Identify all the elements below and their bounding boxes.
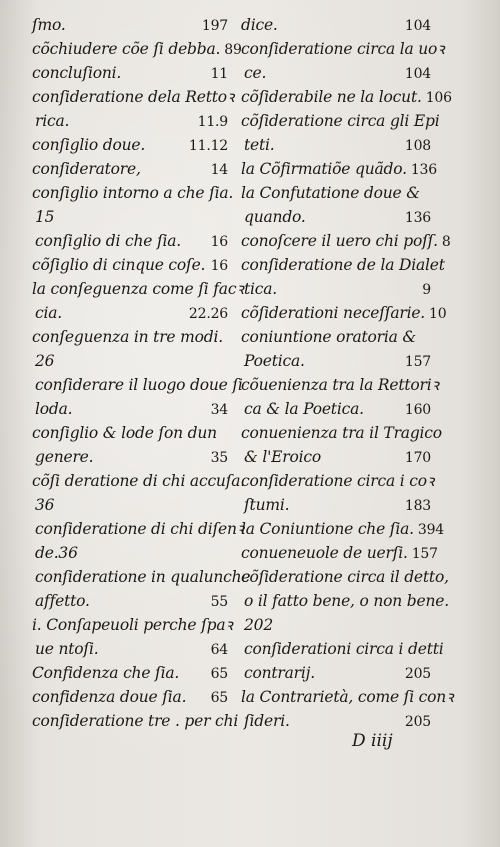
index-entry — [241, 494, 431, 518]
index-entry-page-number: 157 — [404, 354, 431, 370]
index-entry-text: ca & la Poetica. — [244, 400, 364, 419]
index-entry-page-number: 35 — [210, 450, 228, 466]
index-entry-page-number: 205 — [404, 666, 431, 682]
index-entry-page-number: 55 — [210, 594, 228, 610]
index-entry — [32, 446, 228, 470]
index-entry-text: genere. — [35, 448, 94, 467]
index-entry — [241, 446, 431, 470]
index-entry — [32, 590, 228, 614]
index-entry-text: conoſcere il uero chi poſſ. — [241, 232, 438, 251]
index-entry — [32, 230, 228, 254]
index-entry-text: & l'Eroico — [244, 448, 321, 467]
index-entry-text: conſiderationi circa i detti — [244, 640, 444, 659]
index-entry-page-number: 8 — [441, 234, 451, 250]
index-entry — [32, 158, 228, 182]
index-entry-page-number: 34 — [210, 402, 228, 418]
index-entry — [32, 542, 228, 566]
index-entry — [32, 422, 228, 446]
index-entry-text: la Contrarietà, come ſi conꝛ — [241, 688, 454, 707]
index-entry — [32, 614, 233, 638]
index-entry — [32, 254, 228, 278]
index-entry-text: quando. — [244, 208, 306, 227]
index-entry — [241, 206, 431, 230]
index-entry-text: conſideratione in qualunche — [35, 568, 251, 587]
index-entry — [32, 470, 246, 494]
index-entry-text: la conſeguenza come ſi facꝛ — [32, 280, 244, 299]
index-entry — [32, 686, 228, 710]
index-entry-text: ſideri. — [244, 712, 290, 731]
index-entry — [241, 710, 431, 734]
index-entry-page-number: 64 — [210, 642, 228, 658]
index-entry — [241, 134, 431, 158]
index-entry-text: 202 — [244, 616, 273, 635]
index-entry-page-number: 16 — [210, 258, 228, 274]
index-entry — [32, 518, 244, 542]
index-entry — [241, 110, 440, 134]
index-entry-text: affetto. — [35, 592, 90, 611]
index-entry-text: confidenza doue ſia. — [32, 688, 187, 707]
index-entry — [241, 542, 438, 566]
index-entry-text: cõſideratione circa gli Epi — [241, 112, 440, 131]
index-entry-text: o il fatto bene, o non bene. — [244, 592, 449, 611]
index-entry-text: la Coniuntione che ſia. — [241, 520, 414, 539]
index-entry — [241, 638, 444, 662]
index-entry-text: rica. — [35, 112, 70, 131]
index-entry-text: la Confutatione doue & — [241, 184, 420, 203]
index-entry — [32, 662, 228, 686]
index-entry — [32, 62, 228, 86]
index-entry-text: cõſi deratione di chi accuſa. — [32, 472, 246, 491]
index-entry — [32, 566, 251, 590]
index-entry-text: cia. — [35, 304, 63, 323]
index-entry-text: la Cõfirmatiõe quãdo. — [241, 160, 407, 179]
index-entry-text: teti. — [244, 136, 275, 155]
index-entry-text: cõchiudere cõe ſi debba. — [32, 40, 221, 59]
index-entry-page-number: 11.9 — [197, 114, 228, 130]
index-entry — [32, 350, 228, 374]
index-entry — [32, 278, 244, 302]
index-column-right — [241, 14, 454, 734]
index-entry-text: ſmo. — [32, 16, 66, 35]
index-entry-text: ce. — [244, 64, 267, 83]
index-entry-text: cõſiderabile ne la locut. — [241, 88, 422, 107]
index-entry — [241, 686, 454, 710]
index-entry-page-number: 11.12 — [188, 138, 228, 154]
index-entry-text: contrarij. — [244, 664, 315, 683]
index-entry-text: dice. — [241, 16, 278, 35]
index-entry-text: conſideratione de la Dialet — [241, 256, 445, 275]
index-entry-text: 36 — [35, 496, 55, 515]
index-entry-text: ſtumi. — [244, 496, 290, 515]
index-entry — [241, 38, 445, 62]
index-entry-text: ue ntoſi. — [35, 640, 99, 659]
index-entry-page-number: 65 — [210, 666, 228, 682]
index-entry-page-number: 197 — [201, 18, 228, 34]
index-entry-text: coniuntione oratoria & — [241, 328, 416, 347]
index-entry-text: loda. — [35, 400, 73, 419]
index-entry-page-number: 104 — [404, 66, 431, 82]
index-entry-text: conſideratione circa i coꝛ — [241, 472, 434, 491]
index-entry-page-number: 108 — [404, 138, 431, 154]
index-entry-text: conſiglio di che ſia. — [35, 232, 182, 251]
index-entry — [32, 110, 228, 134]
index-entry — [32, 398, 228, 422]
index-entry-text: cõſiderationi neceſſarie. — [241, 304, 426, 323]
index-entry-text: conſiderare il luogo doue ſi — [35, 376, 243, 395]
index-entry-text: cõſiglio di cinque coſe. — [32, 256, 206, 275]
index-entry-page-number: 14 — [210, 162, 228, 178]
index-entry-text: Poetica. — [244, 352, 305, 371]
index-entry-text: conſiglio doue. — [32, 136, 146, 155]
index-entry-page-number: 160 — [404, 402, 431, 418]
index-entry-text: conſideratione tre . per chi — [32, 712, 239, 731]
index-entry-text: conſeguenza in tre modi. — [32, 328, 223, 347]
index-entry — [32, 86, 235, 110]
index-entry — [241, 278, 431, 302]
index-entry-text: conuenienza tra il Tragico — [241, 424, 442, 443]
index-entry — [241, 398, 431, 422]
index-entry-page-number: 106 — [425, 90, 452, 106]
index-entry-text: conſiglio & lode ſon dun — [32, 424, 217, 443]
index-entry — [241, 614, 431, 638]
index-entry-text: i. Conſapeuoli perche ſpaꝛ — [32, 616, 233, 635]
index-entry — [32, 182, 234, 206]
index-entry-text: conueneuole de uerſi. — [241, 544, 408, 563]
index-entry-page-number: 205 — [404, 714, 431, 730]
index-entry — [32, 206, 228, 230]
index-entry-text: conſideratione circa la uoꝛ — [241, 40, 445, 59]
index-entry — [241, 62, 431, 86]
index-entry — [241, 422, 442, 446]
index-entry — [32, 302, 228, 326]
index-entry — [241, 590, 449, 614]
index-entry — [32, 638, 228, 662]
index-entry-text: de.36 — [35, 544, 78, 563]
index-entry — [32, 374, 243, 398]
index-entry — [241, 566, 449, 590]
index-entry — [32, 326, 228, 350]
index-entry-text: cõſideratione circa il detto, — [241, 568, 449, 587]
index-entry-page-number: 22.26 — [188, 306, 228, 322]
index-entry-text: cõuenienza tra la Rettoriꝛ — [241, 376, 439, 395]
index-entry-text: tica. — [244, 280, 278, 299]
index-entry-text: 15 — [35, 208, 55, 227]
index-entry-page-number: 16 — [210, 234, 228, 250]
signature-mark: D iiij — [352, 731, 393, 751]
index-entry — [32, 134, 228, 158]
index-entry-page-number: 11 — [210, 66, 228, 82]
index-entry — [241, 182, 431, 206]
index-entry-page-number: 136 — [410, 162, 437, 178]
index-entry-page-number: 10 — [429, 306, 447, 322]
index-entry — [32, 710, 239, 734]
index-entry — [241, 14, 431, 38]
index-entry-page-number: 157 — [411, 546, 438, 562]
index-entry-text: conſideratione di chi diſenꝛ — [35, 520, 244, 539]
index-entry — [32, 14, 228, 38]
index-entry-text: 26 — [35, 352, 55, 371]
index-entry-page-number: 104 — [404, 18, 431, 34]
index-entry — [241, 374, 439, 398]
index-entry-page-number: 89 — [224, 42, 242, 58]
index-entry — [241, 326, 431, 350]
index-entry-page-number: 136 — [404, 210, 431, 226]
index-entry-text: Confidenza che ſia. — [32, 664, 180, 683]
index-entry — [241, 86, 452, 110]
index-entry-text: conſideratore, — [32, 160, 141, 179]
index-entry — [241, 350, 431, 374]
index-entry — [32, 38, 242, 62]
index-entry-page-number: 183 — [404, 498, 431, 514]
index-entry — [241, 254, 445, 278]
index-entry — [241, 302, 447, 326]
index-entry-text: concluſioni. — [32, 64, 122, 83]
index-entry-text: conſideratione dela Rettoꝛ — [32, 88, 235, 107]
index-entry — [32, 494, 228, 518]
index-entry — [241, 470, 434, 494]
index-entry-page-number: 394 — [417, 522, 444, 538]
index-entry — [241, 662, 431, 686]
index-entry — [241, 230, 451, 254]
index-entry-text: conſiglio intorno a che ſia. — [32, 184, 234, 203]
index-entry — [241, 518, 444, 542]
index-entry-page-number: 65 — [210, 690, 228, 706]
index-entry-page-number: 9 — [422, 282, 431, 298]
index-column-left — [32, 14, 251, 734]
index-entry-page-number: 170 — [404, 450, 431, 466]
index-entry — [241, 158, 437, 182]
